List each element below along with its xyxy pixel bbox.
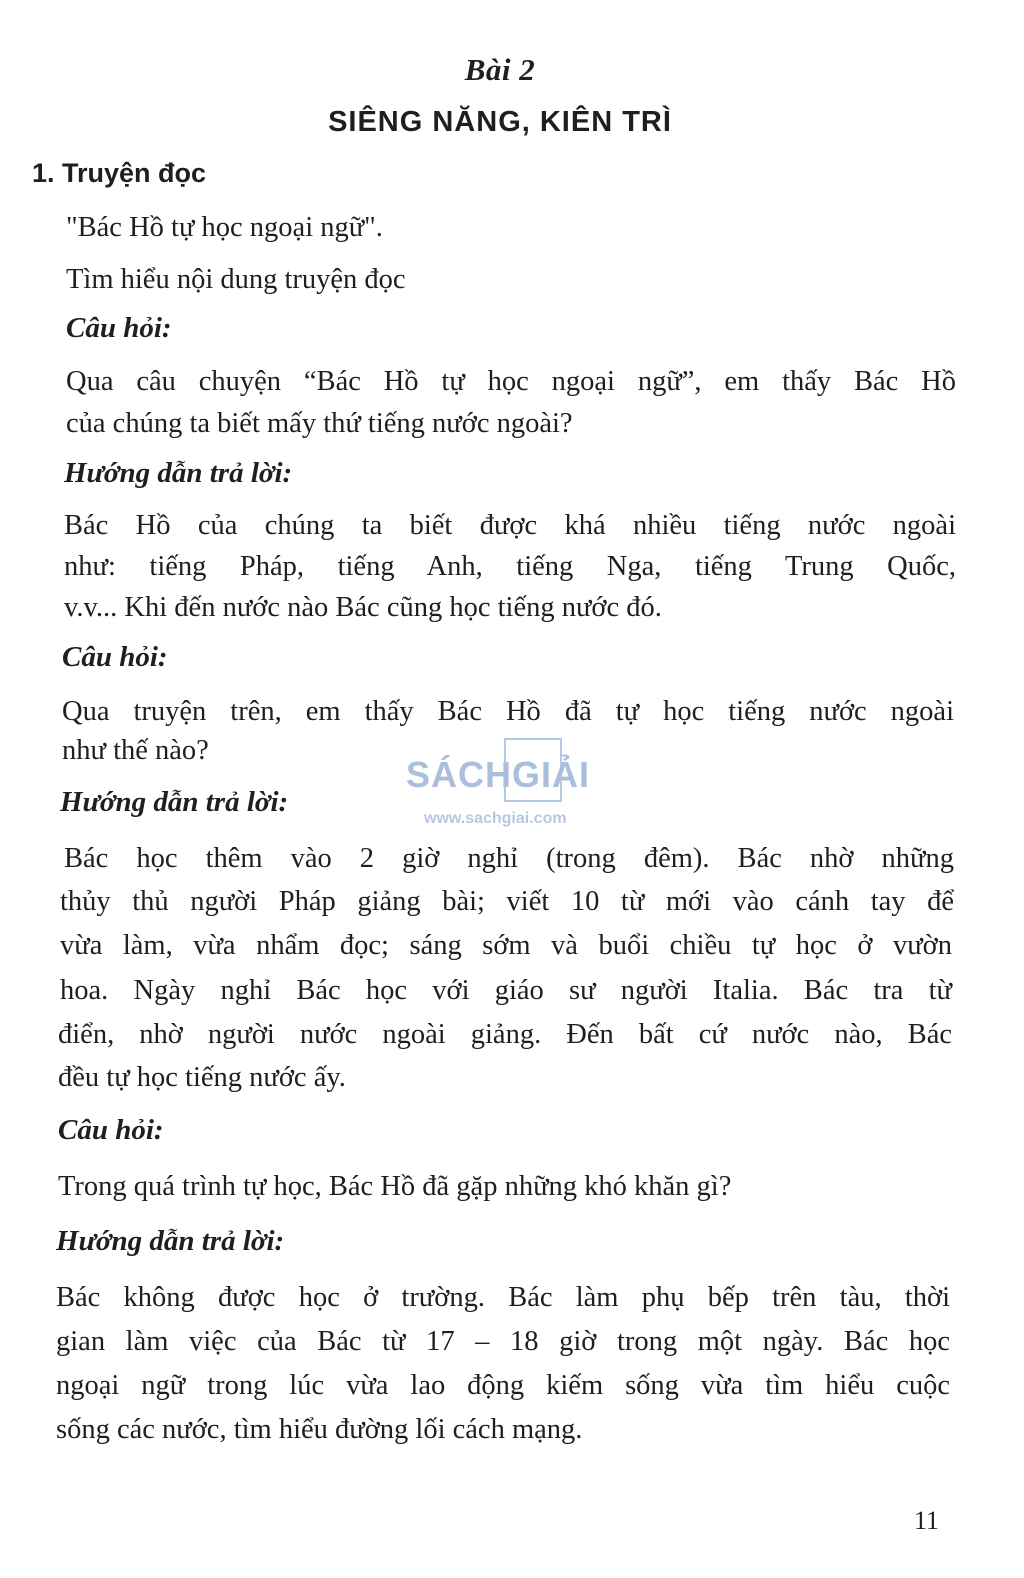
question-label: Câu hỏi: xyxy=(66,312,172,344)
section-title: 1. Truyện đọc xyxy=(32,158,207,188)
answer-label: Hướng dẫn trả lời: xyxy=(64,457,293,489)
question-text-line: của chúng ta biết mấy thứ tiếng nước ngoài? xyxy=(66,408,573,439)
answer-text-line: vừa làm, vừa nhẩm đọc; sáng sớm và buổi chiều tự học ở vườn xyxy=(60,930,952,961)
watermark-brand: SÁCHGIẢI xyxy=(406,754,591,795)
answer-text-line: thủy thủ người Pháp giảng bài; viết 10 từ mới vào cánh tay để xyxy=(60,886,954,917)
answer-text-line: như: tiếng Pháp, tiếng Anh, tiếng Nga, tiếng Trung Quốc, xyxy=(64,551,956,582)
answer-text-line: đều tự học tiếng nước ấy. xyxy=(58,1062,346,1093)
question-text-line: Qua câu chuyện “Bác Hồ tự học ngoại ngữ”, em thấy Bác Hồ xyxy=(66,366,956,397)
answer-text-line: Bác học thêm vào 2 giờ nghỉ (trong đêm). Bác nhờ những xyxy=(64,843,954,874)
watermark-url: www.sachgiai.com xyxy=(424,810,567,827)
answer-text-line: gian làm việc của Bác từ 17 – 18 giờ trong một ngày. Bác học xyxy=(56,1326,950,1357)
answer-text-line: hoa. Ngày nghỉ Bác học với giáo sư người Italia. Bác tra từ xyxy=(60,975,952,1006)
answer-label: Hướng dẫn trả lời: xyxy=(56,1225,285,1257)
story-name: "Bác Hồ tự học ngoại ngữ". xyxy=(66,212,383,243)
answer-text-line: điển, nhờ người nước ngoài giảng. Đến bất cứ nước nào, Bác xyxy=(58,1019,952,1050)
page-number: 11 xyxy=(914,1506,940,1535)
answer-text-line: Bác Hồ của chúng ta biết được khá nhiều tiếng nước ngoài xyxy=(64,510,956,541)
lesson-title: SIÊNG NĂNG, KIÊN TRÌ xyxy=(328,106,672,138)
question-text-line: Trong quá trình tự học, Bác Hồ đã gặp những khó khăn gì? xyxy=(58,1171,732,1202)
answer-text-line: Bác không được học ở trường. Bác làm phụ bếp trên tàu, thời xyxy=(56,1282,950,1313)
question-text-line: như thế nào? xyxy=(62,735,209,766)
lesson-number: Bài 2 xyxy=(464,52,536,87)
watermark-logo xyxy=(406,738,616,838)
answer-text-line: sống các nước, tìm hiểu đường lối cách mạng. xyxy=(56,1414,583,1445)
answer-text-line: ngoại ngữ trong lúc vừa lao động kiếm sống vừa tìm hiểu cuộc xyxy=(56,1370,950,1401)
answer-text-line: v.v... Khi đến nước nào Bác cũng học tiếng nước đó. xyxy=(64,592,662,623)
question-label: Câu hỏi: xyxy=(62,641,168,673)
explore-heading: Tìm hiểu nội dung truyện đọc xyxy=(66,264,406,295)
question-label: Câu hỏi: xyxy=(58,1114,164,1146)
answer-label: Hướng dẫn trả lời: xyxy=(60,786,289,818)
question-text-line: Qua truyện trên, em thấy Bác Hồ đã tự học tiếng nước ngoài xyxy=(62,696,954,727)
